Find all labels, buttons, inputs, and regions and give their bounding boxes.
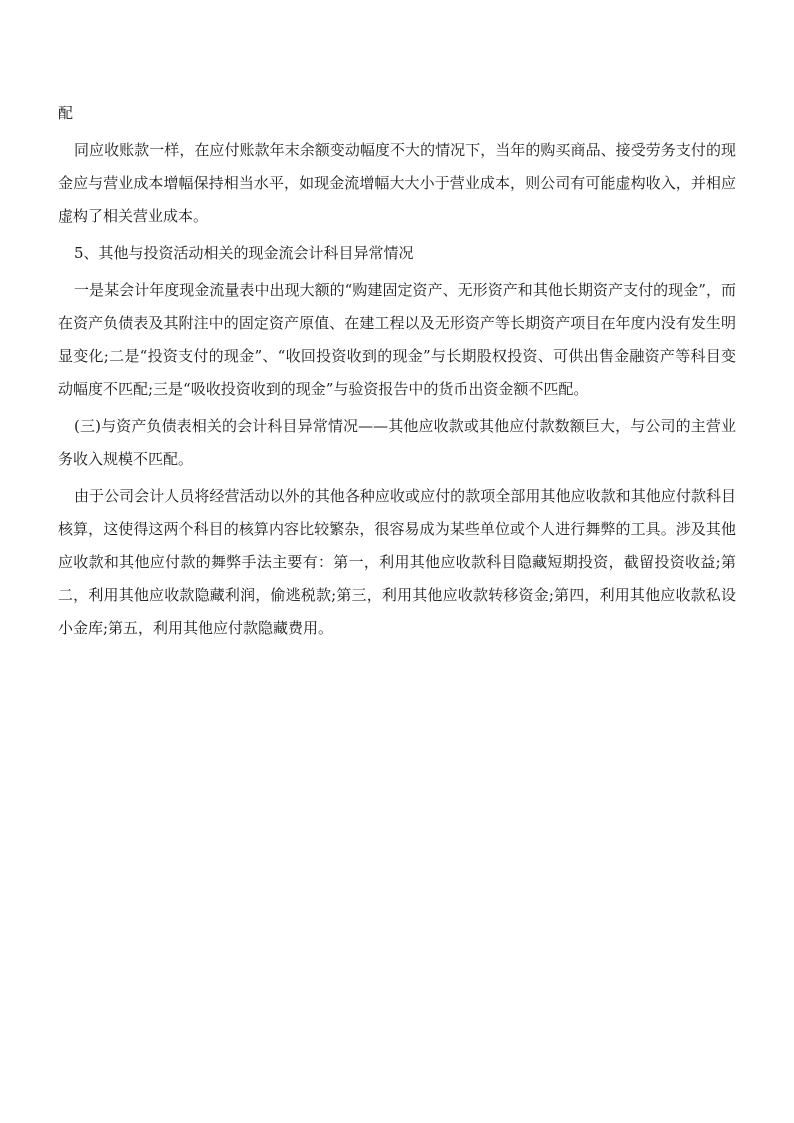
paragraph-other-receivables: 由于公司会计人员将经营活动以外的其他各种应收或应付的款项全部用其他应收款和其他应付款科目核算，这使得这两个科目的核算内容比较繁杂，很容易成为某些单位或个人进行舞弊的工具。涉及其他应收款和其他应付款的舞弊手法主要有：第一，利用其他应收款科目隐藏短期投资，截留投资收益;第二，利用其他应收款隐藏利润，偷逃税款;第三，利用其他应收款转移资金;第四，利用其他应收款私设小金库;第五，利用其他应付款隐藏费用。	[58, 487, 736, 637]
section-heading-balance-sheet: (三)与资产负债表相关的会计科目异常情况——其他应收款或其他应付款数额巨大，与公司的主营业务收入规模不匹配。	[58, 417, 736, 468]
paragraph-accounts-payable: 同应收账款一样，在应付账款年末余额变动幅度不大的情况下，当年的购买商品、接受劳务支付的现金应与营业成本增幅保持相当水平，如现金流增幅大大小于营业成本，则公司有可能虚构收入，并相应虚构了相关营业成本。	[58, 141, 736, 225]
document-body	[58, 97, 736, 645]
paragraph-continuation: 配	[58, 104, 74, 122]
paragraph-investment-anomalies: 一是某会计年度现金流量表中出现大额的“购建固定资产、无形资产和其他长期资产支付的现金”，而在资产负债表及其附注中的固定资产原值、在建工程以及无形资产等长期资产项目在年度内没有发生明显变化;二是“投资支付的现金”、“收回投资收到的现金”与长期股权投资、可供出售金融资产等科目变动幅度不匹配;三是“吸收投资收到的现金”与验资报告中的货币出资金额不匹配。	[58, 281, 736, 398]
section-heading-investment-cashflow: 5、其他与投资活动相关的现金流会计科目异常情况	[74, 244, 414, 262]
